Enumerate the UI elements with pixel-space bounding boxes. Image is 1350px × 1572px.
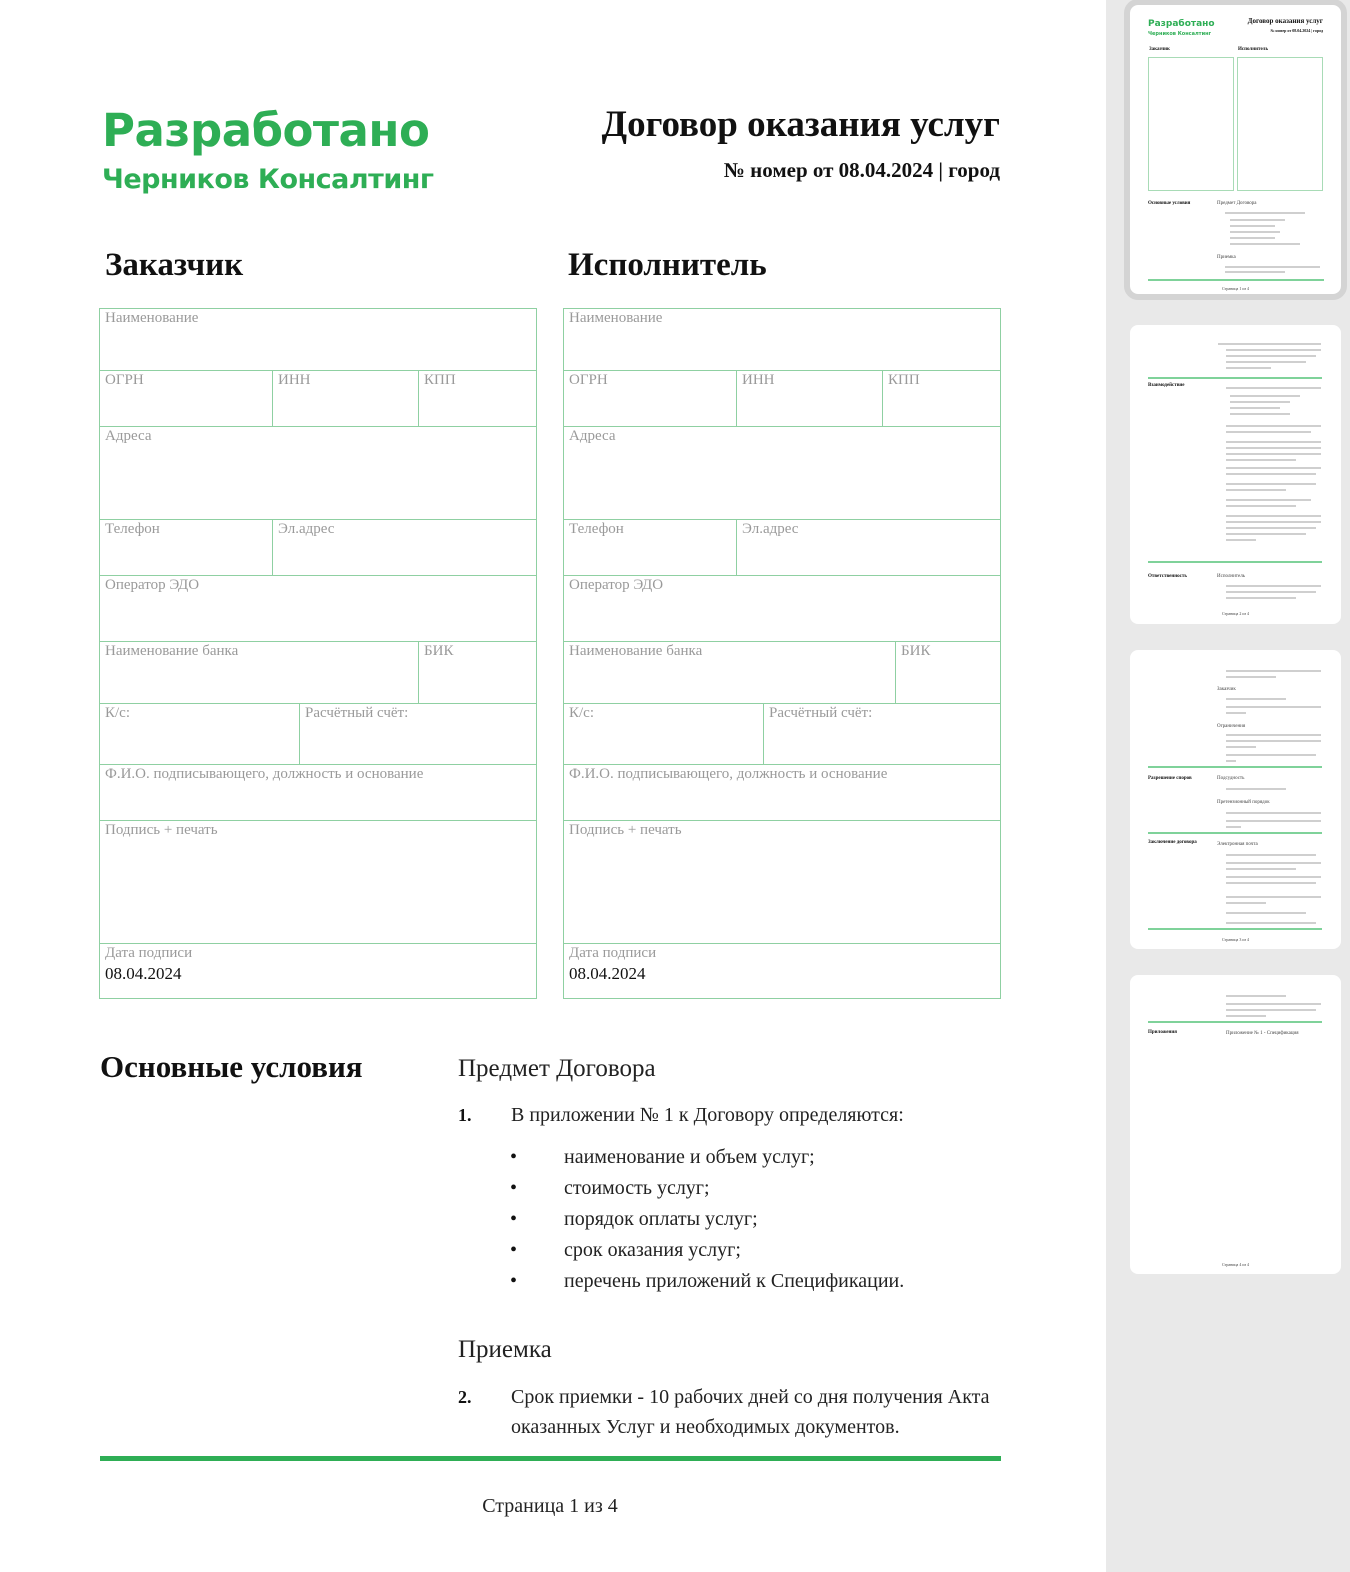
customer-edo-field[interactable]: Оператор ЭДО (105, 577, 200, 593)
executor-email-field[interactable]: Эл.адрес (736, 520, 1000, 575)
customer-signer-field[interactable]: Ф.И.О. подписывающего, должность и основание (105, 766, 424, 782)
customer-inn-field[interactable]: ИНН (272, 371, 418, 426)
bullet-item: наименование и объем услуг; (564, 1146, 815, 1168)
thumb-customer-table (1148, 57, 1234, 191)
document-number-line: № номер от 08.04.2024 | город (723, 158, 1000, 182)
customer-ogrn-field[interactable]: ОГРН (105, 372, 144, 388)
executor-edo-field[interactable]: Оператор ЭДО (569, 577, 664, 593)
page-divider (100, 1456, 1001, 1461)
executor-ogrn-field[interactable]: ОГРН (569, 372, 608, 388)
page-thumbnail-2[interactable]: Взаимодействие Ответственность Исполнитель Страница 2 из 4 (1130, 325, 1341, 624)
customer-phone-field[interactable]: Телефон (105, 521, 160, 537)
customer-address-field[interactable]: Адреса (105, 428, 152, 444)
page-number: Страница 1 из 4 (482, 1495, 618, 1517)
executor-account-field[interactable]: Расчётный счёт: (763, 704, 1000, 764)
customer-ks-field[interactable]: К/с: (105, 705, 130, 721)
bullet-icon: • (510, 1146, 518, 1168)
executor-details-table (563, 308, 1001, 999)
executor-date-field[interactable]: Дата подписи 08.04.2024 (564, 944, 1000, 998)
bullet-item: порядок оплаты услуг; (564, 1208, 758, 1230)
customer-signature-field[interactable]: Подпись + печать (105, 822, 218, 838)
item-text-2-line2: оказанных Услуг и необходимых документов. (511, 1416, 900, 1438)
bullet-icon: • (510, 1239, 518, 1261)
item-text-2-line1: Срок приемки - 10 рабочих дней со дня получения Акта (511, 1386, 990, 1408)
page-thumbnail-1[interactable]: Разработано Черников Консалтинг Договор оказания услуг № номер от 08.04.2024 | город Заказчик Исполнитель Основные условия Предмет Договора Приемка Страница 1 из 4 (1130, 5, 1341, 294)
bullet-icon: • (510, 1208, 518, 1230)
bullet-item: стоимость услуг; (564, 1177, 710, 1199)
customer-heading: Заказчик (105, 247, 244, 283)
subject-heading: Предмет Договора (458, 1055, 656, 1082)
executor-date-value: 08.04.2024 (569, 964, 646, 983)
customer-email-field[interactable]: Эл.адрес (272, 520, 536, 575)
customer-details-table (99, 308, 537, 999)
executor-bank-field[interactable]: Наименование банка (569, 643, 703, 659)
item-text-1: В приложении № 1 к Договору определяются: (511, 1104, 904, 1126)
executor-name-field[interactable]: Наименование (569, 310, 663, 326)
customer-kpp-field[interactable]: КПП (418, 371, 536, 426)
bullet-item: срок оказания услуг; (564, 1239, 741, 1261)
section-title-main-terms: Основные условия (100, 1049, 363, 1084)
customer-date-value: 08.04.2024 (105, 964, 182, 983)
customer-name-field[interactable]: Наименование (105, 310, 199, 326)
acceptance-heading: Приемка (458, 1336, 552, 1363)
customer-bank-field[interactable]: Наименование банка (105, 643, 239, 659)
executor-heading: Исполнитель (568, 247, 767, 283)
customer-account-field[interactable]: Расчётный счёт: (299, 704, 536, 764)
thumb-executor-table (1237, 57, 1323, 191)
bullet-item: перечень приложений к Спецификации. (564, 1270, 905, 1292)
page-thumbnail-3[interactable]: Заказчик Ограничения Разрешение споров Подсудность Претензионный порядок Заключение договора Электронная почта Страница 3 из 4 (1130, 650, 1341, 949)
brand-subtitle: Черников Консалтинг (102, 164, 434, 195)
document-title: Договор оказания услуг (601, 104, 1000, 145)
brand-title: Разработано (102, 104, 430, 157)
executor-inn-field[interactable]: ИНН (736, 371, 882, 426)
customer-bik-field[interactable]: БИК (418, 642, 536, 703)
bullet-icon: • (510, 1270, 518, 1292)
executor-ks-field[interactable]: К/с: (569, 705, 594, 721)
executor-signature-field[interactable]: Подпись + печать (569, 822, 682, 838)
executor-phone-field[interactable]: Телефон (569, 521, 624, 537)
item-number-2: 2. (458, 1387, 472, 1407)
bullet-icon: • (510, 1177, 518, 1199)
item-number-1: 1. (458, 1105, 472, 1125)
executor-kpp-field[interactable]: КПП (882, 371, 1000, 426)
customer-date-field[interactable]: Дата подписи 08.04.2024 (100, 944, 536, 998)
executor-address-field[interactable]: Адреса (569, 428, 616, 444)
executor-bik-field[interactable]: БИК (895, 642, 1000, 703)
executor-signer-field[interactable]: Ф.И.О. подписывающего, должность и основание (569, 766, 888, 782)
page-thumbnail-4[interactable]: Приложения Приложение № 1 - Спецификация Страница 4 из 4 (1130, 975, 1341, 1274)
